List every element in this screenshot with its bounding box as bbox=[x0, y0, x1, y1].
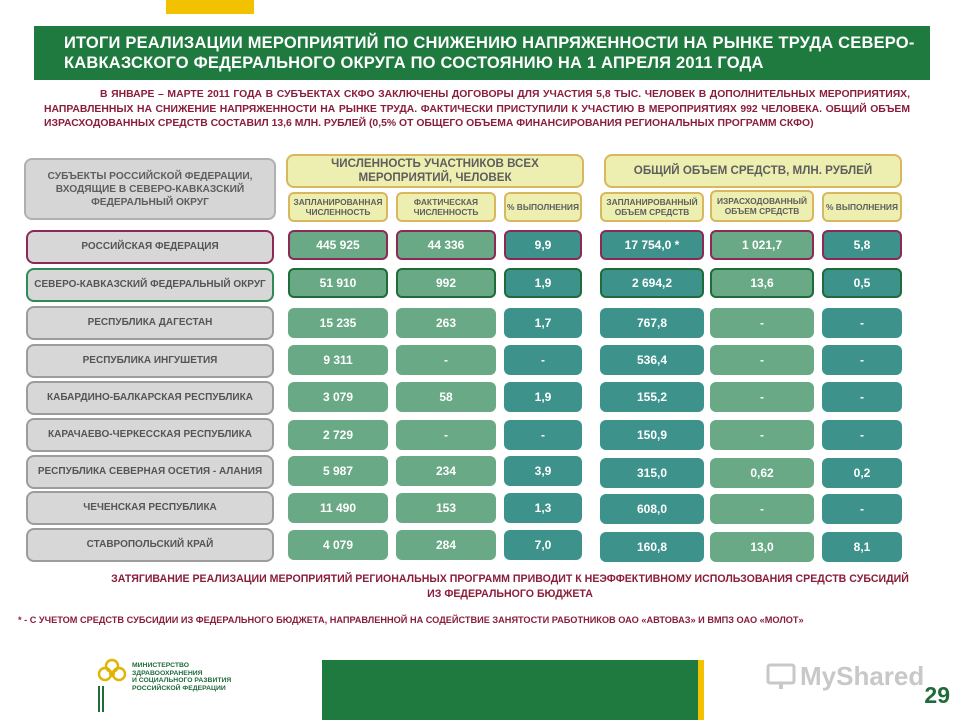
bottom-yellow-accent bbox=[698, 660, 704, 720]
watermark bbox=[766, 656, 926, 696]
cell-funds-spent: - bbox=[710, 345, 814, 375]
footnote: * - С УЧЕТОМ СРЕДСТВ СУБСИДИИ ИЗ ФЕДЕРАЛЬНОГО БЮДЖЕТА, НАПРАВЛЕННОЙ НА СОДЕЙСТВИЕ ЗАНЯТОСТИ РАБОТНИКОВ ОАО «АВТОВАЗ» И ВМПЗ ОАО «МОЛОТ» bbox=[18, 615, 804, 625]
col-spent-funds: ИЗРАСХОДОВАННЫЙ ОБЪЕМ СРЕДСТВ bbox=[710, 190, 814, 222]
cell-funds-spent: - bbox=[710, 494, 814, 524]
ministry-emblem-icon bbox=[92, 656, 132, 716]
col-funds-percent: % ВЫПОЛНЕНИЯ bbox=[822, 192, 902, 222]
cell-actual: 263 bbox=[396, 308, 496, 338]
cell-funds-pct: - bbox=[822, 345, 902, 375]
cell-pct: 1,9 bbox=[504, 268, 582, 298]
row-label-ingushetia: РЕСПУБЛИКА ИНГУШЕТИЯ bbox=[26, 344, 274, 378]
funds-group-header: ОБЩИЙ ОБЪЕМ СРЕДСТВ, МЛН. РУБЛЕЙ bbox=[604, 154, 902, 188]
watermark-text: MyShared bbox=[800, 660, 925, 691]
cell-actual: - bbox=[396, 420, 496, 450]
cell-pct: 9,9 bbox=[504, 230, 582, 260]
cell-planned: 2 729 bbox=[288, 420, 388, 450]
col-participants-percent: % ВЫПОЛНЕНИЯ bbox=[504, 192, 582, 222]
cell-funds-spent: 1 021,7 bbox=[710, 230, 814, 260]
cell-actual: 992 bbox=[396, 268, 496, 298]
cell-funds-planned: 536,4 bbox=[600, 345, 704, 375]
cell-funds-planned: 315,0 bbox=[600, 458, 704, 488]
cell-actual: 153 bbox=[396, 493, 496, 523]
cell-actual: 284 bbox=[396, 530, 496, 560]
cell-actual: 44 336 bbox=[396, 230, 496, 260]
top-accent-tab bbox=[166, 0, 254, 14]
cell-funds-planned: 767,8 bbox=[600, 308, 704, 338]
cell-funds-pct: - bbox=[822, 308, 902, 338]
row-label-stavropol: СТАВРОПОЛЬСКИЙ КРАЙ bbox=[26, 528, 274, 562]
cell-funds-planned: 155,2 bbox=[600, 382, 704, 412]
cell-actual: - bbox=[396, 345, 496, 375]
col-actual-participants: ФАКТИЧЕСКАЯ ЧИСЛЕННОСТЬ bbox=[396, 192, 496, 222]
cell-funds-spent: 13,0 bbox=[710, 532, 814, 562]
cell-funds-planned: 2 694,2 bbox=[600, 268, 704, 298]
cell-funds-spent: - bbox=[710, 308, 814, 338]
cell-funds-pct: - bbox=[822, 382, 902, 412]
row-label-kabardino-balkaria: КАБАРДИНО-БАЛКАРСКАЯ РЕСПУБЛИКА bbox=[26, 381, 274, 415]
cell-funds-planned: 160,8 bbox=[600, 532, 704, 562]
cell-funds-spent: - bbox=[710, 382, 814, 412]
row-label-karachay-cherkessia: КАРАЧАЕВО-ЧЕРКЕССКАЯ РЕСПУБЛИКА bbox=[26, 418, 274, 452]
subjects-header: СУБЪЕКТЫ РОССИЙСКОЙ ФЕДЕРАЦИИ, ВХОДЯЩИЕ В СЕВЕРО-КАВКАЗСКИЙ ФЕДЕРАЛЬНЫЙ ОКРУГ bbox=[24, 158, 276, 220]
ministry-line-2: ЗДРАВООХРАНЕНИЯ bbox=[132, 669, 203, 677]
ministry-line-3: И СОЦИАЛЬНОГО РАЗВИТИЯ bbox=[132, 677, 232, 685]
cell-funds-pct: 8,1 bbox=[822, 532, 902, 562]
page-title: ИТОГИ РЕАЛИЗАЦИИ МЕРОПРИЯТИЙ ПО СНИЖЕНИЮ НАПРЯЖЕННОСТИ НА РЫНКЕ ТРУДА СЕВЕРО-КАВКАЗСКОГО ФЕДЕРАЛЬНОГО ОКРУГА ПО СОСТОЯНИЮ НА 1 АПРЕЛЯ 2011 ГОДА bbox=[34, 26, 930, 80]
cell-funds-spent: - bbox=[710, 420, 814, 450]
cell-actual: 58 bbox=[396, 382, 496, 412]
presentation-icon bbox=[766, 661, 796, 691]
page-number: 29 bbox=[924, 682, 950, 708]
cell-planned: 11 490 bbox=[288, 493, 388, 523]
cell-pct: 1,7 bbox=[504, 308, 582, 338]
cell-funds-spent: 13,6 bbox=[710, 268, 814, 298]
cell-funds-pct: 0,5 bbox=[822, 268, 902, 298]
cell-funds-planned: 608,0 bbox=[600, 494, 704, 524]
cell-funds-spent: 0,62 bbox=[710, 458, 814, 488]
cell-funds-pct: - bbox=[822, 494, 902, 524]
col-planned-funds: ЗАПЛАНИРОВАННЫЙ ОБЪЕМ СРЕДСТВ bbox=[600, 192, 704, 222]
ministry-line-4: РОССИЙСКОЙ ФЕДЕРАЦИИ bbox=[132, 684, 226, 692]
row-label-chechnya: ЧЕЧЕНСКАЯ РЕСПУБЛИКА bbox=[26, 491, 274, 525]
cell-planned: 15 235 bbox=[288, 308, 388, 338]
ministry-line-1: МИНИСТЕРСТВО bbox=[132, 662, 190, 669]
conclusion-note: ЗАТЯГИВАНИЕ РЕАЛИЗАЦИИ МЕРОПРИЯТИЙ РЕГИОНАЛЬНЫХ ПРОГРАММ ПРИВОДИТ К НЕЭФФЕКТИВНОМУ ИСПОЛЬЗОВАНИЯ СРЕДСТВ СУБСИДИЙ ИЗ ФЕДЕРАЛЬНОГО БЮДЖЕТА bbox=[111, 573, 909, 600]
cell-pct: 7,0 bbox=[504, 530, 582, 560]
cell-planned: 51 910 bbox=[288, 268, 388, 298]
ministry-logo bbox=[92, 652, 292, 720]
cell-planned: 3 079 bbox=[288, 382, 388, 412]
cell-planned: 4 079 bbox=[288, 530, 388, 560]
participants-group-header: ЧИСЛЕННОСТЬ УЧАСТНИКОВ ВСЕХ МЕРОПРИЯТИЙ, ЧЕЛОВЕК bbox=[286, 154, 584, 188]
cell-actual: 234 bbox=[396, 456, 496, 486]
row-label-dagestan: РЕСПУБЛИКА ДАГЕСТАН bbox=[26, 306, 274, 340]
intro-paragraph: В ЯНВАРЕ – МАРТЕ 2011 ГОДА В СУБЪЕКТАХ СКФО ЗАКЛЮЧЕНЫ ДОГОВОРЫ ДЛЯ УЧАСТИЯ 5,8 ТЫС. ЧЕЛОВЕК В ДОПОЛНИТЕЛЬНЫХ МЕРОПРИЯТИЯХ, НАПРАВЛЕННЫХ НА СНИЖЕНИЕ НАПРЯЖЕННОСТИ НА РЫНКЕ ТРУДА. ФАКТИЧЕСКИ ПРИСТУПИЛИ К УЧАСТИЮ В МЕРОПРИЯТИЯХ 992 ЧЕЛОВЕКА. ОБЩИЙ ОБЪЕМ ИЗРАСХОДОВАННЫХ СРЕДСТВ СОСТАВИЛ 13,6 МЛН. РУБЛЕЙ (0,5% ОТ ОБЩЕГО ОБЪЕМА ФИНАНСИРОВАНИЯ РЕГИОНАЛЬНЫХ ПРОГРАММ СКФО) bbox=[44, 89, 910, 129]
cell-funds-planned: 150,9 bbox=[600, 420, 704, 450]
col-planned-participants: ЗАПЛАНИРОВАННАЯ ЧИСЛЕННОСТЬ bbox=[288, 192, 388, 222]
row-label-north-ossetia: РЕСПУБЛИКА СЕВЕРНАЯ ОСЕТИЯ - АЛАНИЯ bbox=[26, 455, 274, 489]
cell-pct: 1,3 bbox=[504, 493, 582, 523]
cell-planned: 9 311 bbox=[288, 345, 388, 375]
cell-funds-pct: - bbox=[822, 420, 902, 450]
cell-pct: - bbox=[504, 420, 582, 450]
cell-pct: 3,9 bbox=[504, 456, 582, 486]
cell-planned: 5 987 bbox=[288, 456, 388, 486]
cell-pct: - bbox=[504, 345, 582, 375]
row-label-russia: РОССИЙСКАЯ ФЕДЕРАЦИЯ bbox=[26, 230, 274, 264]
row-label-skfo: СЕВЕРО-КАВКАЗСКИЙ ФЕДЕРАЛЬНЫЙ ОКРУГ bbox=[26, 268, 274, 302]
cell-funds-pct: 0,2 bbox=[822, 458, 902, 488]
bottom-green-bar bbox=[322, 660, 698, 720]
cell-funds-planned: 17 754,0 * bbox=[600, 230, 704, 260]
cell-planned: 445 925 bbox=[288, 230, 388, 260]
cell-pct: 1,9 bbox=[504, 382, 582, 412]
cell-funds-pct: 5,8 bbox=[822, 230, 902, 260]
